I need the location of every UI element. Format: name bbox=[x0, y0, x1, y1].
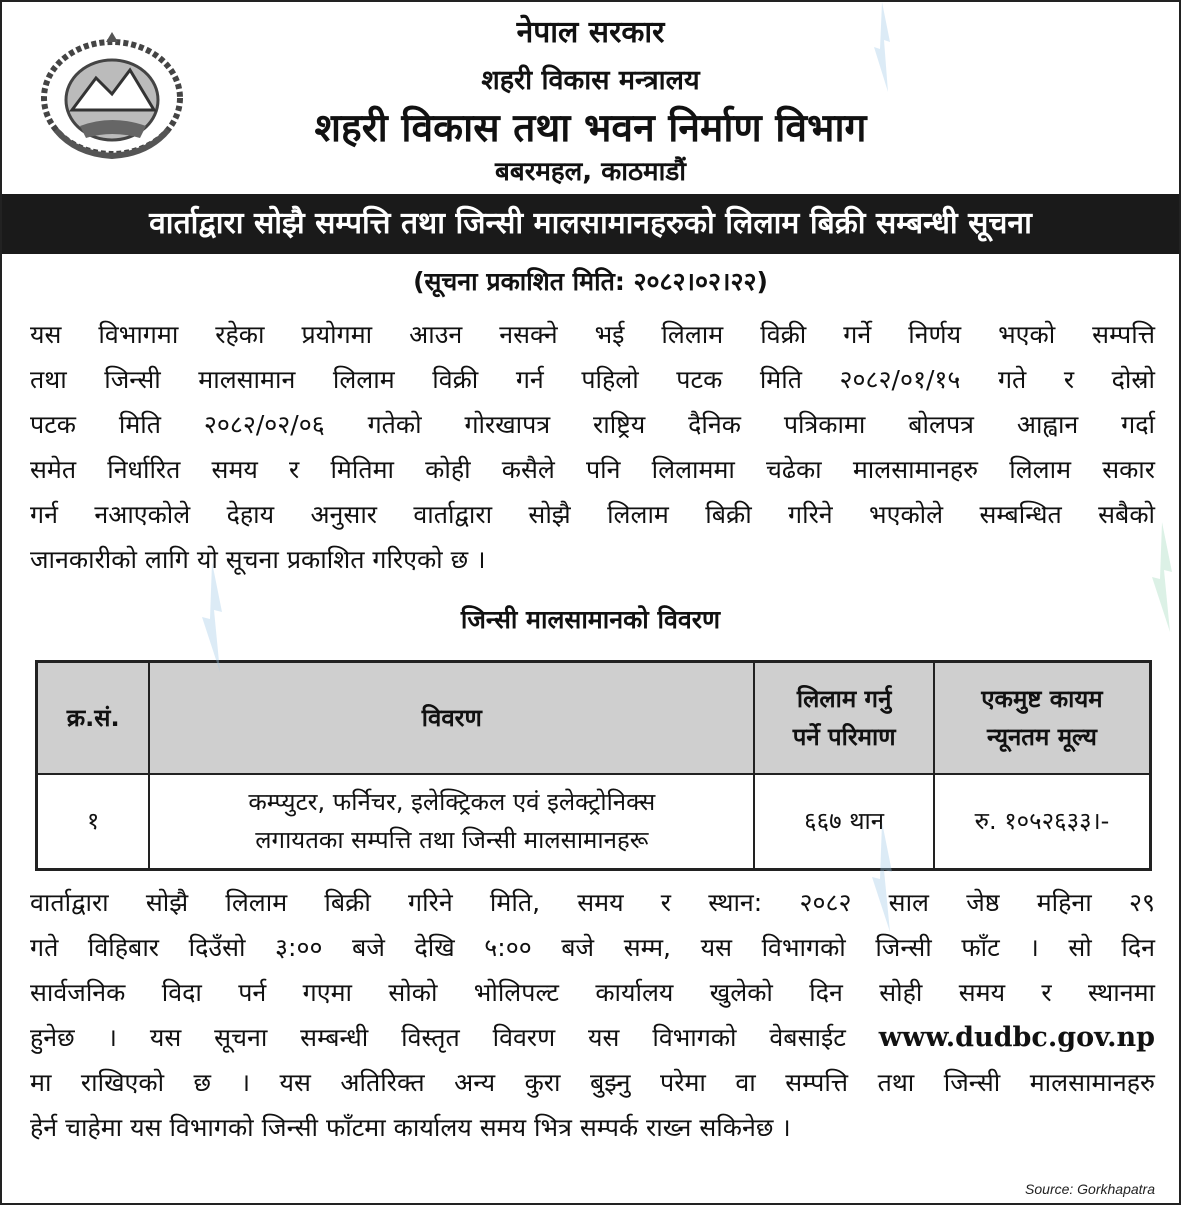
header-price-line1: एकमुष्ट कायम bbox=[981, 684, 1103, 713]
goods-details-heading: जिन्सी मालसामानको विवरण bbox=[460, 605, 721, 634]
paragraph-line: तथा जिन्सी मालसामान लिलाम विक्री गर्न पहिलो पटक मिति २०८२/०१/१५ गते र दोस्रो bbox=[30, 365, 1155, 394]
paragraph-line: मा राखिएको छ । यस अतिरिक्त अन्य कुरा बुझ्नु परेमा वा सम्पत्ति तथा जिन्सी मालसामानहरु bbox=[30, 1068, 1155, 1097]
notice-title: वार्ताद्वारा सोझै सम्पत्ति तथा जिन्सी मालसामानहरुको लिलाम बिक्री सम्बन्धी सूचना bbox=[2, 194, 1179, 254]
cell-quantity: ६६७ थान bbox=[754, 774, 934, 870]
paragraph-line: यस विभागमा रहेका प्रयोगमा आउन नसक्ने भई लिलाम विक्री गर्ने निर्णय भएको सम्पत्ति bbox=[30, 320, 1155, 349]
paragraph-line: समेत निर्धारित समय र मितिमा कोही कसैले पनि लिलाममा चढेका मालसामानहरु लिलाम सकार bbox=[30, 455, 1155, 484]
paragraph-line: हेर्न चाहेमा यस विभागको जिन्सी फाँटमा कार्यालय समय भित्र सम्पर्क राख्न सकिनेछ । bbox=[30, 1113, 791, 1142]
header-min-price bbox=[934, 662, 1151, 774]
goods-table bbox=[35, 660, 1152, 871]
description-line2: लगायतका सम्पत्ति तथा जिन्सी मालसामानहरू bbox=[255, 826, 649, 855]
website-link[interactable]: www.dudbc.gov.np bbox=[878, 1022, 1156, 1053]
table-header-row bbox=[37, 662, 1151, 774]
paragraph-line: गते विहिबार दिउँसो ३:०० बजे देखि ५:०० बजे सम्म, यस विभागको जिन्सी फाँट । सो दिन bbox=[30, 933, 1155, 962]
table-row bbox=[37, 774, 1151, 870]
paragraph-line: वार्ताद्वारा सोझै लिलाम बिक्री गरिने मिति, समय र स्थान: २०८२ साल जेष्ठ महिना २९ bbox=[30, 888, 1155, 917]
paragraph-line bbox=[30, 1015, 1155, 1060]
ministry-name: शहरी विकास मन्त्रालय bbox=[481, 65, 700, 96]
department-name: शहरी विकास तथा भवन निर्माण विभाग bbox=[314, 106, 867, 151]
paragraph-line: गर्न नआएकोले देहाय अनुसार वार्ताद्वारा सोझै लिलाम बिक्री गरिने भएकोले सम्बन्धित सबैको bbox=[30, 500, 1155, 529]
header-quantity bbox=[754, 662, 934, 774]
header-quantity-line2: पर्ने परिमाण bbox=[792, 722, 896, 751]
publication-date: (सूचना प्रकाशित मिति: २०८२।०२।२२) bbox=[413, 267, 768, 296]
auction-details-paragraph bbox=[30, 880, 1155, 1150]
paragraph-line: पटक मिति २०८२/०२/०६ गतेको गोरखापत्र राष्ट्रिय दैनिक पत्रिकामा बोलपत्र आह्वान गर्दा bbox=[30, 410, 1155, 439]
cell-serial: १ bbox=[37, 774, 150, 870]
intro-paragraph bbox=[30, 312, 1155, 582]
header-description: विवरण bbox=[149, 662, 754, 774]
header-price-line2: न्यूनतम मूल्य bbox=[986, 722, 1097, 751]
cell-description bbox=[149, 774, 754, 870]
paragraph-line: जानकारीको लागि यो सूचना प्रकाशित गरिएको छ । bbox=[30, 545, 486, 574]
header bbox=[2, 2, 1179, 192]
header-serial: क्र.सं. bbox=[37, 662, 150, 774]
paragraph-line: सार्वजनिक विदा पर्न गएमा सोको भोलिपल्ट कार्यालय खुलेको दिन सोही समय र स्थानमा bbox=[30, 978, 1155, 1007]
description-line1: कम्प्युटर, फर्निचर, इलेक्ट्रिकल एवं इलेक्ट्रोनिक्स bbox=[248, 788, 656, 817]
office-address: बबरमहल, काठमाडौं bbox=[495, 157, 686, 187]
govt-name: नेपाल सरकार bbox=[516, 15, 665, 50]
source-credit: Source: Gorkhapatra bbox=[1025, 1181, 1155, 1197]
header-quantity-line1: लिलाम गर्नु bbox=[796, 684, 892, 713]
website-sentence: हुनेछ । यस सूचना सम्बन्धी विस्तृत विवरण यस विभागको वेबसाईट bbox=[30, 1023, 846, 1052]
cell-price: रु. १०५२६३३।- bbox=[934, 774, 1151, 870]
